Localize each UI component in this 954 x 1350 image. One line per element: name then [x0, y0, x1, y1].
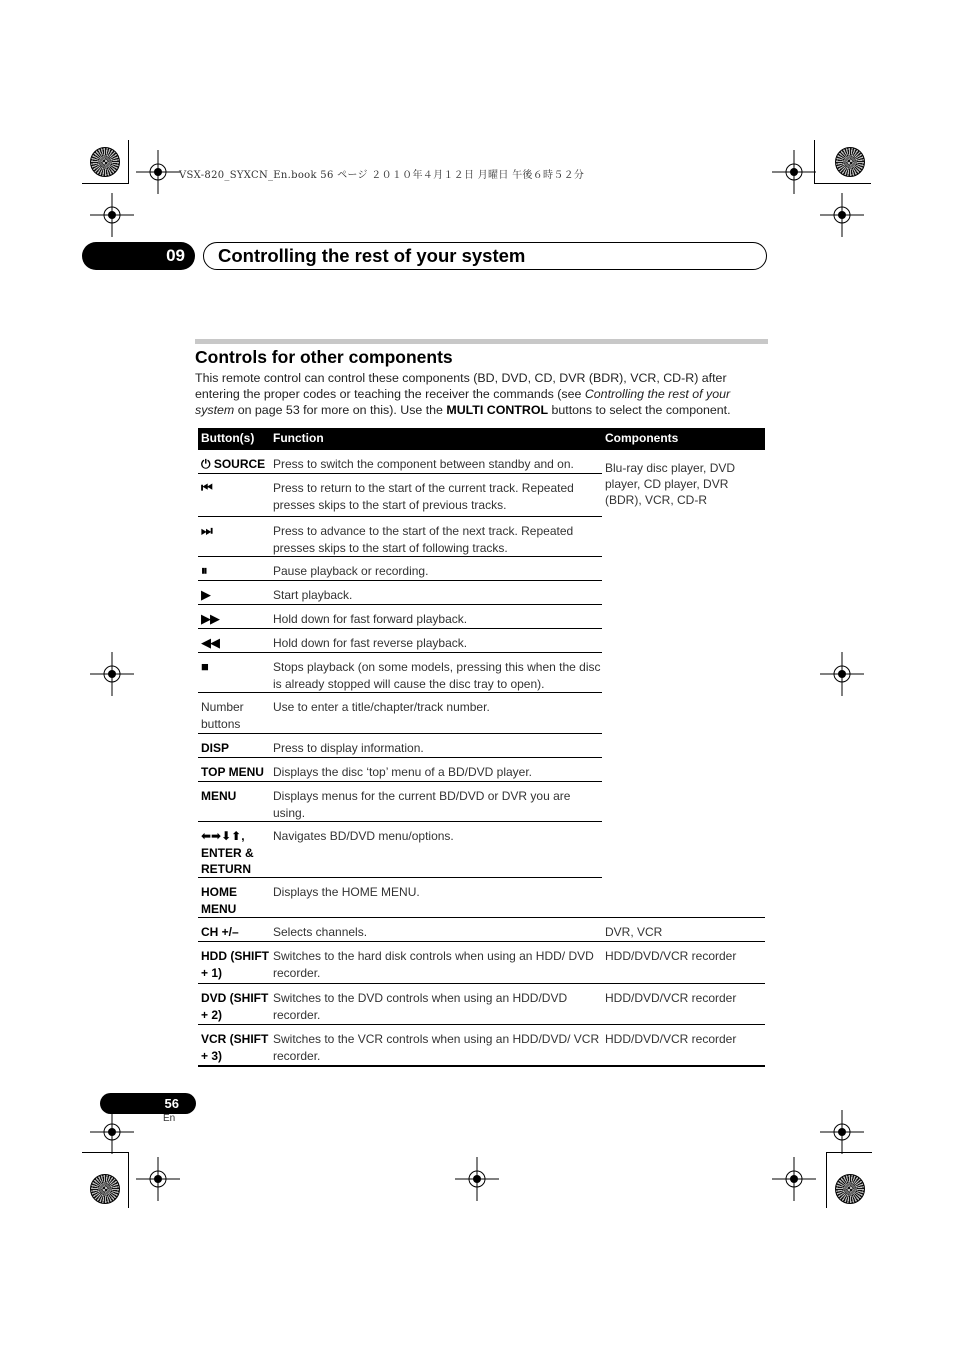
button-cell: HOME MENU: [201, 885, 237, 916]
page-number-badge: 56: [100, 1093, 196, 1114]
button-cell: ⏮: [201, 480, 212, 495]
intro-text: This remote control can control these components (BD, DVD, CD, DVR (BDR), VCR, CD-R) after entering the proper codes or teaching the receiver the commands (see: [195, 371, 727, 401]
crosshair-icon: [90, 193, 134, 237]
table-row: [198, 1025, 765, 1065]
registration-starburst: [835, 1174, 865, 1204]
crosshair-icon: [136, 1157, 180, 1201]
table-row: [198, 878, 765, 918]
function-cell: Hold down for fast reverse playback.: [273, 636, 468, 650]
column-header-function: Function: [273, 431, 324, 445]
crosshair-icon: [90, 1110, 134, 1154]
intro-text: on page 53 for more on this). Use the: [234, 403, 447, 417]
components-cell: HDD/DVD/VCR recorder: [605, 1032, 737, 1046]
function-cell: Displays the disc ‘top’ menu of a BD/DVD player.: [273, 765, 533, 779]
intro-paragraph: [195, 370, 770, 418]
components-cell: DVR, VCR: [605, 925, 663, 939]
button-cell: ⬅➡⬇⬆, ENTER & RETURN: [201, 829, 254, 876]
table-row: [198, 942, 765, 984]
table-row: [198, 758, 602, 782]
button-cell: ▶: [201, 587, 210, 602]
intro-crossref: Controlling the rest of your system: [195, 387, 731, 417]
function-cell: Stops playback (on some models, pressing this when the disc is already stopped will cause the disc tray to open).: [273, 660, 601, 691]
section-title: Controls for other components: [195, 347, 453, 367]
button-cell: HDD (SHIFT + 1): [201, 949, 269, 980]
controls-table: [198, 428, 765, 1063]
function-cell: Use to enter a title/chapter/track number.: [273, 700, 490, 714]
function-cell: Switches to the hard disk controls when using an HDD/ DVD recorder.: [273, 949, 594, 980]
print-slug: VSX-820_SYXCN_En.book 56 ページ ２０１０年４月１２日 月曜日 午後６時５２分: [179, 170, 585, 181]
button-cell: ⏭: [201, 523, 212, 538]
chapter-title: [203, 242, 767, 270]
button-cell: ⏸: [201, 563, 207, 578]
function-cell: Selects channels.: [273, 925, 368, 939]
registration-starburst: [835, 147, 865, 177]
table-bottom-rule: [198, 1065, 765, 1067]
function-cell: Displays the HOME MENU.: [273, 885, 420, 899]
section-rule: [195, 339, 768, 344]
table-row: [198, 474, 602, 517]
function-cell: Hold down for fast forward playback.: [273, 612, 468, 626]
table-row: [198, 984, 765, 1025]
table-row: [198, 653, 602, 693]
chapter-title-text: Controlling the rest of your system: [218, 245, 526, 266]
components-cell: HDD/DVD/VCR recorder: [605, 949, 737, 963]
chapter-number-badge: 09: [82, 242, 195, 270]
crosshair-icon: [772, 1157, 816, 1201]
function-cell: Displays menus for the current BD/DVD or DVR you are using.: [273, 789, 571, 820]
button-cell: ◀◀: [201, 635, 219, 650]
table-row: [198, 782, 602, 822]
registration-starburst: [90, 147, 120, 177]
function-cell: Press to advance to the start of the next track. Repeated presses skips to the start of following tracks.: [273, 524, 574, 555]
function-cell: Switches to the VCR controls when using an HDD/DVD/ VCR recorder.: [273, 1032, 600, 1063]
button-cell: DVD (SHIFT + 2): [201, 991, 269, 1022]
function-cell: Start playback.: [273, 588, 353, 602]
page-language: En: [163, 1113, 176, 1124]
function-cell: Switches to the DVD controls when using an HDD/DVD recorder.: [273, 991, 568, 1022]
table-row: [198, 581, 602, 605]
button-cell: ■: [201, 659, 208, 674]
table-row: [198, 734, 602, 758]
button-cell: DISP: [201, 741, 230, 755]
button-cell: CH +/–: [201, 925, 239, 939]
crosshair-icon: [455, 1157, 499, 1201]
crosshair-icon: [772, 150, 816, 194]
function-cell: Pause playback or recording.: [273, 564, 429, 578]
intro-text: buttons to select the component.: [548, 403, 731, 417]
components-cell: HDD/DVD/VCR recorder: [605, 991, 737, 1005]
table-row: [198, 822, 602, 878]
column-header-components: Components: [605, 431, 679, 445]
column-header-button: Button(s): [201, 431, 255, 445]
table-header: [198, 428, 765, 450]
function-cell: Navigates BD/DVD menu/options.: [273, 829, 454, 843]
function-cell: Press to display information.: [273, 741, 424, 755]
function-cell: Press to return to the start of the current track. Repeated presses skips to the start of previous tracks.: [273, 481, 574, 512]
table-row: [198, 693, 602, 734]
button-cell: ▶▶: [201, 611, 219, 626]
function-cell: Press to switch the component between standby and on.: [273, 457, 574, 471]
crosshair-icon: [136, 150, 180, 194]
table-row: [198, 557, 602, 581]
intro-bold: MULTI CONTROL: [446, 403, 549, 417]
table-row: [198, 918, 765, 942]
button-cell: TOP MENU: [201, 765, 264, 779]
table-row: [198, 450, 602, 474]
crosshair-icon: [820, 193, 864, 237]
table-row: [198, 605, 602, 629]
crosshair-icon: [820, 1110, 864, 1154]
button-cell: MENU: [201, 789, 237, 803]
button-cell: Number buttons: [201, 700, 244, 731]
registration-starburst: [90, 1174, 120, 1204]
button-cell: VCR (SHIFT + 3): [201, 1032, 269, 1063]
button-cell: ⏻ SOURCE: [201, 457, 266, 471]
crosshair-icon: [90, 652, 134, 696]
table-row: [198, 517, 602, 557]
components-cell: Blu-ray disc player, DVD player, CD player, DVR (BDR), VCR, CD-R: [605, 461, 736, 507]
table-row: [198, 629, 602, 653]
crosshair-icon: [820, 652, 864, 696]
